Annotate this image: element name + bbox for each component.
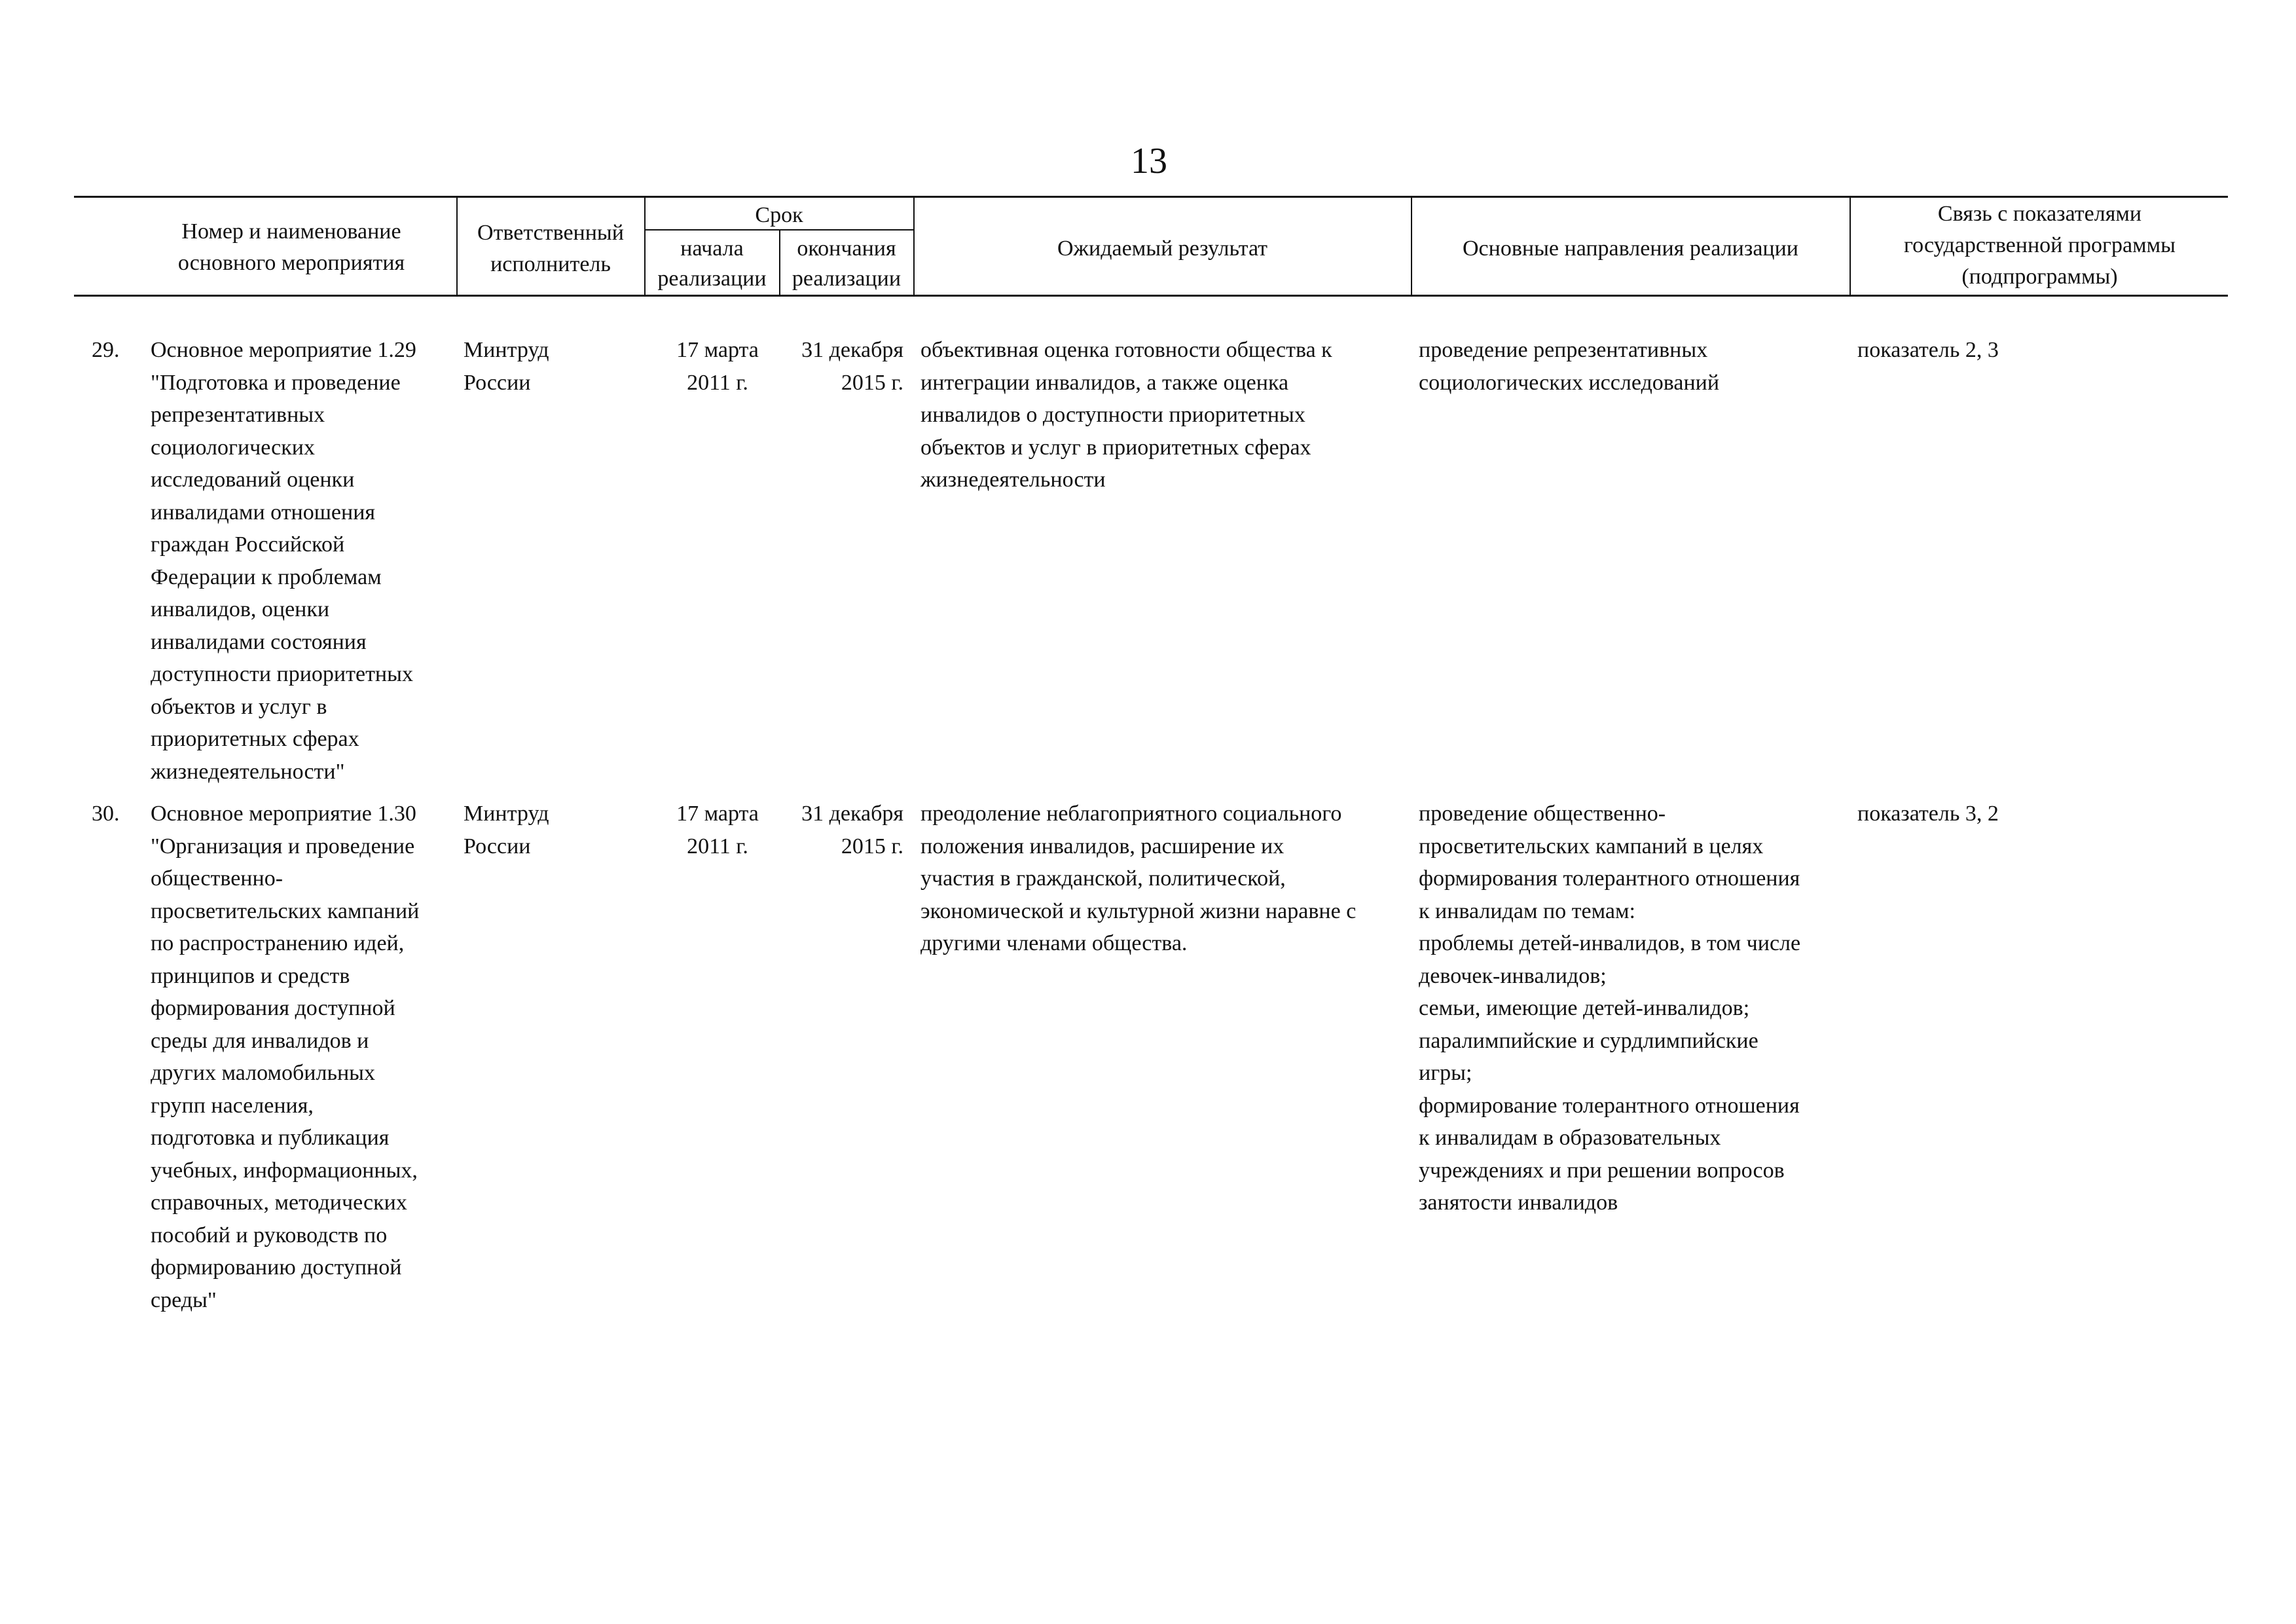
indicator-link: показатель 3, 2 bbox=[1857, 802, 1999, 826]
responsible-executor: Минтруд России bbox=[464, 338, 549, 395]
start-date: 17 марта 2011 г. bbox=[676, 338, 759, 395]
header-divider bbox=[913, 196, 915, 295]
expected-result: объективная оценка готовности общества к интеграции инвалидов, а также оценка инвалидов о доступности приоритетных объектов и услуг в приоритетных сферах жизнедеятельности bbox=[920, 338, 1332, 492]
end-date: 31 декабря 2015 г. bbox=[801, 802, 903, 858]
header-directions: Основные направления реализации bbox=[1462, 236, 1798, 261]
header-divider bbox=[1411, 196, 1412, 295]
header-divider bbox=[1850, 196, 1851, 295]
implementation-directions: проведение репрезентативных социологических исследований bbox=[1419, 338, 1720, 395]
event-name: Основное мероприятие 1.29 "Подготовка и проведение репрезентативных социологических исследований оценки инвалидами отношения граждан Российской Федерации к проблемам инвалидов, оценки инвалидами состояния доступности приоритетных объектов и услуг в приоритетных сферах жизнедеятельности" bbox=[151, 338, 416, 784]
indicator-link: показатель 2, 3 bbox=[1857, 338, 1999, 362]
page-number: 13 bbox=[1131, 141, 1167, 181]
header-executor: Ответственный исполнитель bbox=[477, 221, 624, 276]
header-term-start: начала реализации bbox=[657, 236, 767, 291]
row-number: 30. bbox=[92, 802, 120, 826]
implementation-directions: проведение общественно- просветительских кампаний в целях формирования толерантного отношения к инвалидам по темам: проблемы детей-инвалидов, в том числе девочек-инвалидов; семьи, имеющие детей-инвалидов; паралимпийские и сурдлимпийские игры; формирование толерантного отношения к инвалидам в образовательных учреждениях и при решении вопросов занятости инвалидов bbox=[1419, 802, 1801, 1215]
responsible-executor: Минтруд России bbox=[464, 802, 549, 858]
header-term: Срок bbox=[755, 203, 803, 227]
end-date: 31 декабря 2015 г. bbox=[801, 338, 903, 395]
header-bottom-rule bbox=[74, 295, 2228, 297]
row-number: 29. bbox=[92, 338, 120, 362]
header-event-name: Номер и наименование основного мероприятия bbox=[177, 219, 405, 275]
header-divider bbox=[456, 196, 458, 295]
header-term-end: окончания реализации bbox=[792, 236, 902, 291]
header-indicator-link: Связь с показателями государственной программы (подпрограммы) bbox=[1904, 202, 2176, 289]
expected-result: преодоление неблагоприятного социального положения инвалидов, расширение их участия в гражданской, политической, экономической и культурной жизни наравне с другими членами общества. bbox=[920, 802, 1357, 955]
header-top-rule bbox=[74, 196, 2228, 198]
event-name: Основное мероприятие 1.30 "Организация и проведение общественно- просветительских кампаний по распространению идей, принципов и средств формирования доступной среды для инвалидов и других маломобильных групп населения, подготовка и публикация учебных, информационных, справочных, методических пособий и руководств по формированию доступной среды" bbox=[151, 802, 420, 1312]
header-expected-result: Ожидаемый результат bbox=[1057, 236, 1268, 261]
start-date: 17 марта 2011 г. bbox=[676, 802, 759, 858]
